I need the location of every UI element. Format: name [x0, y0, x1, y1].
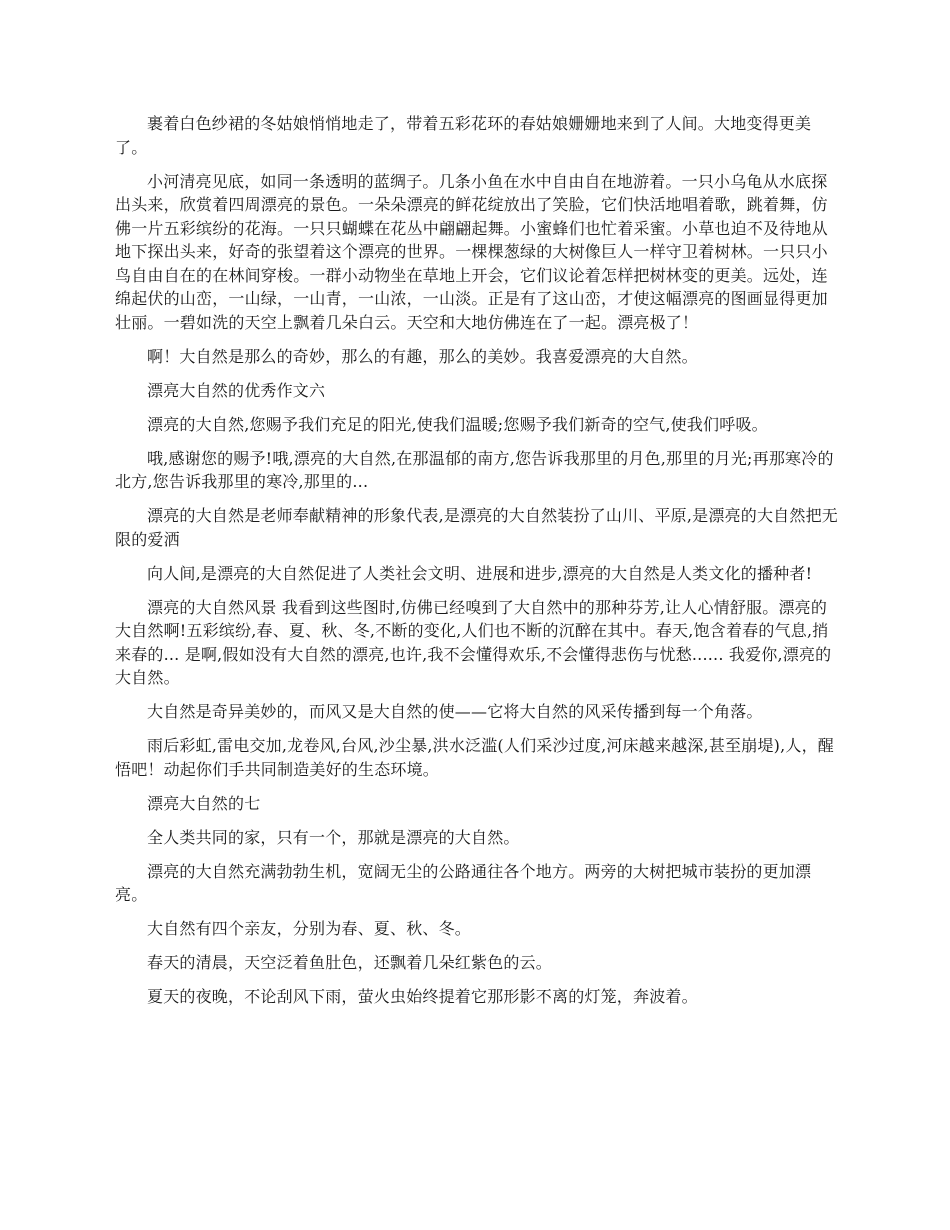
paragraph-5: 漂亮的大自然,您赐予我们充足的阳光,使我们温暖;您赐予我们新奇的空气,使我们呼吸。 — [147, 414, 768, 434]
section-heading-seven: 漂亮大自然的七 — [147, 793, 261, 813]
paragraph-11: 雨后彩虹,雷电交加,龙卷风,台风,沙尘暴,洪水泛滥(人们采沙过度,河床越来越深,甚至崩堤),人，醒悟吧！动起你们手共同制造美好的生态环境。 — [115, 736, 834, 779]
paragraph-7: 漂亮的大自然是老师奉献精神的形象代表,是漂亮的大自然装扮了山川、平原,是漂亮的大自然把无限的爱洒 — [115, 506, 838, 549]
paragraph-3: 啊！大自然是那么的奇妙，那么的有趣，那么的美妙。我喜爱漂亮的大自然。 — [147, 346, 698, 366]
paragraph-15: 大自然有四个亲友，分别为春、夏、秋、冬。 — [147, 919, 472, 938]
paragraph-10: 大自然是奇异美妙的，而风又是大自然的使——它将大自然的风采传播到每一个角落。 — [147, 702, 763, 721]
paragraph-13: 全人类共同的家，只有一个，那就是漂亮的大自然。 — [147, 827, 520, 847]
paragraph-6: 哦,感谢您的赐予!哦,漂亮的大自然,在那温郁的南方,您告诉我那里的月色,那里的月光;再那寒冷的北方,您告诉我那里的寒冷,那里的... — [115, 448, 834, 491]
paragraph-9: 漂亮的大自然风景 我看到这些图时,仿佛已经嗅到了大自然中的那种芬芳,让人心情舒服。漂亮的大自然啊!五彩缤纷,春、夏、秋、冬,不断的变化,人们也不断的沉醉在其中。春天,饱含着春的气息,捎来春的... 是啊,假如没有大自然的漂亮,也许,我不会懂得欢乐,不会懂得悲伤与忧愁...... 我爱你,漂亮的大自然。 — [115, 597, 832, 687]
paragraph-1: 裹着白色纱裙的冬姑娘悄悄地走了，带着五彩花环的春姑娘姗姗地来到了人间。大地变得更美了。 — [115, 114, 812, 157]
paragraph-2: 小河清亮见底，如同一条透明的蓝绸子。几条小鱼在水中自由自在地游着。一只小乌龟从水底探出头来，欣赏着四周漂亮的景色。一朵朵漂亮的鲜花绽放出了笑脸，它们快活地唱着歌，跳着舞，仿佛一片五彩缤纷的花海。一只只蝴蝶在花丛中翩翩起舞。小蜜蜂们也忙着采蜜。小草也迫不及待地从地下探出头来，好奇的张望着这个漂亮的世界。一棵棵葱绿的大树像巨人一样守卫着树林。一只只小鸟自由自在的在林间穿梭。一群小动物坐在草地上开会，它们议论着怎样把树林变的更美。远处，连绵起伏的山峦，一山绿，一山青，一山浓，一山淡。正是有了这山峦，才使这幅漂亮的图画显得更加壮丽。一碧如洗的天空上飘着几朵白云。天空和大地仿佛连在了一起。漂亮极了！ — [115, 171, 828, 332]
paragraph-14: 漂亮的大自然充满勃勃生机，宽阔无尘的公路通往各个地方。两旁的大树把城市装扮的更加漂亮。 — [115, 861, 812, 904]
paragraph-16: 春天的清晨，天空泛着鱼肚色，还飘着几朵红紫色的云。 — [147, 953, 553, 972]
section-heading-six: 漂亮大自然的优秀作文六 — [147, 380, 326, 400]
paragraph-8: 向人间,是漂亮的大自然促进了人类社会文明、进展和进步,漂亮的大自然是人类文化的播种者! — [147, 563, 813, 583]
paragraph-17: 夏天的夜晚，不论刮风下雨，萤火虫始终提着它那形影不离的灯笼，奔波着。 — [147, 987, 698, 1006]
document-body — [115, 112, 840, 1019]
